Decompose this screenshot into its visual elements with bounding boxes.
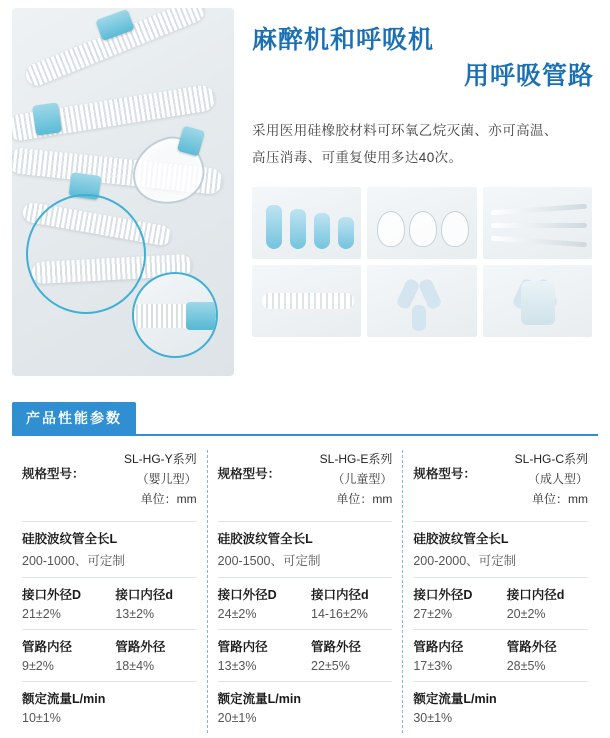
row-head-tube-inner: 管路内径 (218, 629, 305, 655)
row-head-flow: 额定流量L/min (218, 681, 393, 707)
tube-assembly-icon (491, 235, 587, 247)
thumbnail-tube-assemblies (483, 187, 592, 259)
thumbnail-breathing-bags (252, 187, 361, 259)
row-head-tube-outer: 管路外径 (109, 629, 196, 655)
blue-connector-icon (32, 102, 62, 135)
row-value-tube-outer: 18±4% (115, 659, 155, 674)
blue-connector-icon (186, 302, 216, 330)
top-right-content (234, 8, 598, 376)
row-value-outer-d: 21±2% (22, 607, 61, 622)
parameters-section (12, 402, 598, 733)
thumbnail-anesthesia-masks (367, 187, 476, 259)
headline-line-2: 用呼吸管路 (463, 62, 594, 91)
row-value-flow: 10±1% (22, 711, 61, 726)
row-head-outer-d: 接口外径D (413, 577, 500, 603)
parameters-table (12, 434, 598, 733)
parameter-column-infant (12, 450, 207, 733)
model-series: SL-HG-C系列 (514, 452, 589, 466)
row-value-length: 200-2000、可定制 (413, 554, 517, 569)
model-unit: 单位：mm (532, 491, 589, 506)
row-head-length: 硅胶波纹管全长L (22, 521, 197, 547)
breathing-bag-icon (338, 217, 354, 249)
row-value-length: 200-1500、可定制 (217, 554, 321, 569)
model-type: （儿童型） (332, 471, 393, 486)
row-value-flow: 30±1% (413, 711, 453, 726)
row-head-length: 硅胶波纹管全长L (218, 521, 393, 547)
model-label: 规格型号： (217, 467, 281, 481)
row-value-tube-outer: 22±5% (311, 659, 350, 674)
thumbnail-straight-connector (252, 265, 361, 337)
water-trap-icon (521, 281, 555, 325)
row-value-tube-inner: 9±2% (22, 659, 54, 674)
model-type: （婴儿型） (136, 471, 197, 486)
thumbnail-water-trap (483, 265, 592, 337)
blue-connector-icon (177, 125, 205, 156)
blue-connector-icon (68, 172, 101, 200)
row-value-outer-d: 24±2% (217, 607, 257, 622)
row-head-inner-d: 接口内径d (109, 577, 196, 603)
breathing-bag-icon (266, 205, 282, 249)
row-head-tube-inner: 管路内径 (413, 629, 500, 655)
row-value-flow: 20±1% (217, 711, 257, 726)
model-series: SL-HG-E系列 (319, 452, 393, 466)
row-value-length: 200-1000、可定制 (22, 554, 125, 569)
model-row (413, 450, 588, 521)
model-values (320, 450, 393, 509)
thumbnail-y-piece (367, 265, 476, 337)
model-values (124, 450, 197, 509)
anesthesia-mask-icon (441, 211, 469, 247)
tube-assembly-icon (491, 203, 587, 215)
breathing-bag-icon (314, 213, 330, 249)
row-head-tube-outer: 管路外径 (305, 629, 392, 655)
model-label: 规格型号： (22, 467, 85, 481)
row-head-tube-inner: 管路内径 (22, 629, 109, 655)
model-values (515, 450, 588, 509)
zoom-detail-circle (132, 272, 218, 358)
model-unit: 单位：mm (336, 491, 393, 506)
anesthesia-mask-icon (377, 211, 405, 247)
product-description (252, 117, 598, 171)
model-type: （成人型） (528, 471, 589, 486)
row-head-inner-d: 接口内径d (501, 577, 588, 603)
row-value-tube-outer: 28±5% (506, 659, 546, 674)
straight-connector-icon (262, 293, 354, 309)
row-head-outer-d: 接口外径D (22, 577, 109, 603)
breathing-bag-icon (290, 209, 306, 249)
description-line-1: 采用医用硅橡胶材料可环氧乙烷灭菌、亦可高温、 (252, 122, 558, 138)
anesthesia-mask-icon (409, 211, 437, 247)
row-head-length: 硅胶波纹管全长L (413, 521, 588, 547)
row-value-outer-d: 27±2% (413, 607, 453, 622)
corrugated-tube-icon (21, 201, 172, 247)
row-value-inner-d: 20±2% (506, 607, 546, 622)
row-value-tube-inner: 13±3% (217, 659, 257, 674)
model-unit: 单位：mm (140, 491, 197, 506)
row-head-flow: 额定流量L/min (22, 681, 197, 707)
tube-assembly-icon (491, 223, 587, 228)
page-title (252, 22, 598, 95)
model-row (218, 450, 393, 521)
parameter-column-adult (402, 450, 598, 733)
row-head-tube-outer: 管路外径 (501, 629, 588, 655)
parameters-title: 产品性能参数 (12, 402, 136, 434)
model-row (22, 450, 197, 521)
row-head-flow: 额定流量L/min (413, 681, 588, 707)
row-value-tube-inner: 17±3% (413, 659, 453, 674)
row-value-inner-d: 14-16±2% (311, 607, 368, 622)
description-line-2: 高压消毒、可重复使用多达40次。 (252, 149, 463, 165)
thumbnail-gallery (252, 187, 592, 337)
model-series: SL-HG-Y系列 (123, 452, 197, 466)
y-piece-icon (412, 305, 426, 331)
row-value-inner-d: 13±2% (115, 607, 155, 622)
headline-line-1: 麻醉机和呼吸机 (252, 26, 435, 54)
row-head-inner-d: 接口内径d (305, 577, 392, 603)
row-head-outer-d: 接口外径D (218, 577, 305, 603)
parameter-column-child (207, 450, 403, 733)
model-label: 规格型号： (413, 467, 476, 481)
hero-product-photo (12, 8, 234, 376)
